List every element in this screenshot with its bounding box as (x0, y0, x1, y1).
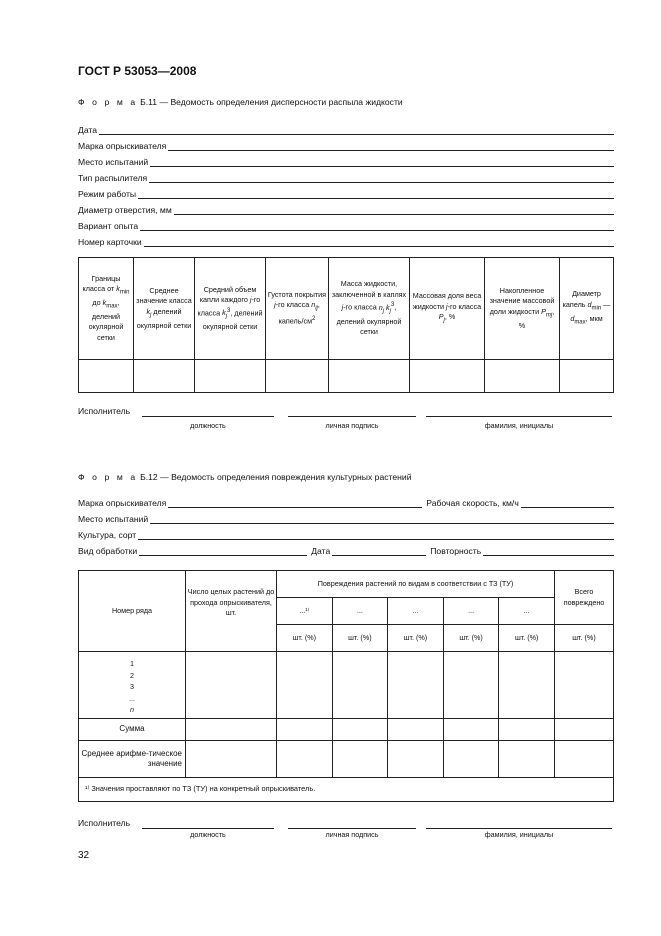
name-line-2[interactable] (426, 827, 612, 829)
table-cell[interactable] (332, 719, 388, 741)
caption-signature-1: личная подпись (325, 421, 379, 430)
field-operating-mode[interactable]: Режим работы (78, 187, 614, 199)
label-repetition: Повторность (430, 546, 482, 556)
table-cell[interactable] (499, 652, 555, 719)
form-b12-title (78, 472, 412, 482)
field-crop-variety[interactable]: Культура, сорт (78, 528, 614, 540)
table-cell[interactable] (555, 741, 614, 778)
field-hole-diameter[interactable]: Диаметр отверстия, мм (78, 203, 614, 215)
page-number: 32 (78, 850, 90, 861)
row-numbers-cell (79, 652, 186, 719)
table-cell[interactable] (195, 360, 266, 393)
table-cell[interactable] (134, 360, 195, 393)
table-footnote: ¹⁾ Значения проставляют по ТЗ (ТУ) на конкретный опрыскиватель. (79, 778, 614, 802)
damage-type-5: ... (499, 598, 555, 625)
label-work-speed: Рабочая скорость, км/ч (426, 498, 519, 508)
table-cell[interactable] (443, 719, 499, 741)
table-cell[interactable] (266, 360, 329, 393)
header-whole-plants: Число целых растений до прохода опрыскивателя, шт. (186, 571, 277, 652)
table-cell[interactable] (555, 652, 614, 719)
table-cell[interactable] (388, 741, 444, 778)
form-b11-title-text: Б.11 — Ведомость определения дисперсности распыла жидкости (140, 97, 403, 107)
field-test-site-2[interactable]: Место испытаний (78, 512, 614, 524)
name-line-1[interactable] (426, 415, 612, 417)
table-cell[interactable] (332, 741, 388, 778)
form-b11-title (78, 97, 403, 107)
header-droplet-diameter: Диаметр капель $d_{min}$ — $d_{max}$, мкм (560, 258, 614, 360)
row-number: ... (129, 693, 135, 703)
caption-position-2: должность (190, 830, 226, 839)
unit-label: шт. (%) (555, 625, 614, 652)
table-cell[interactable] (186, 741, 277, 778)
table-cell[interactable] (388, 652, 444, 719)
header-damage-group: Повреждения растений по видам в соответствии с ТЗ (ТУ) (277, 571, 555, 598)
table-cell[interactable] (186, 719, 277, 741)
table-cell[interactable] (79, 360, 134, 393)
position-line-1[interactable] (142, 415, 274, 417)
table-cell[interactable] (499, 741, 555, 778)
damage-type-3: ... (388, 598, 444, 625)
performer-label-2: Исполнитель (78, 818, 131, 828)
table-cell[interactable] (277, 652, 333, 719)
header-cumulative-fraction: Накопленное значение массовой доли жидкости $P_{mj}$, % (485, 258, 560, 360)
unit-label: шт. (%) (443, 625, 499, 652)
row-number: 2 (130, 670, 134, 680)
caption-position-1: должность (190, 421, 226, 430)
signature-line-2[interactable] (288, 827, 416, 829)
table-cell[interactable] (388, 719, 444, 741)
field-card-number[interactable]: Номер карточки (78, 235, 614, 247)
table-cell[interactable] (443, 741, 499, 778)
header-mean-class: Среднее значение класса $k_j$ делений окулярной сетки (134, 258, 195, 360)
header-liquid-mass: Масса жидкости, заключенной в каплях j-го класса $n_j$ $k_j^3$, делений окулярной сетки (329, 258, 410, 360)
table-cell[interactable] (443, 652, 499, 719)
header-mean-volume: Средний объем капли каждого j-го класса $k_j^3$, делений окулярной сетки (195, 258, 266, 360)
table-cell[interactable] (332, 652, 388, 719)
field-treatment-type[interactable]: Вид обработки Дата Повторность (78, 544, 614, 556)
field-nozzle-type[interactable]: Тип распылителя (78, 171, 614, 183)
caption-name-1: фамилия, инициалы (484, 421, 554, 430)
form-b12-title-text: Б.12 — Ведомость определения повреждения культурных растений (140, 472, 412, 482)
plant-damage-table (78, 570, 614, 802)
table-cell[interactable] (485, 360, 560, 393)
table-cell[interactable] (277, 741, 333, 778)
table-cell[interactable] (329, 360, 410, 393)
header-mass-fraction: Массовая доля веса жидкости j-го класса $P_j$, % (410, 258, 485, 360)
field-date[interactable]: Дата (78, 123, 614, 135)
row-number: 3 (130, 682, 134, 692)
table-cell[interactable] (410, 360, 485, 393)
table-cell[interactable] (560, 360, 614, 393)
sum-label: Сумма (79, 719, 186, 741)
position-line-2[interactable] (142, 827, 274, 829)
table-cell[interactable] (555, 719, 614, 741)
field-sprayer-brand-2[interactable]: Марка опрыскивателя Рабочая скорость, км/ч (78, 496, 614, 508)
mean-label: Среднее арифме-тическое значение (79, 741, 186, 778)
field-trial-variant[interactable]: Вариант опыта (78, 219, 614, 231)
table-cell[interactable] (186, 652, 277, 719)
form-b12-prefix: Ф о р м а (78, 472, 138, 482)
unit-label: шт. (%) (499, 625, 555, 652)
label-date-2: Дата (311, 546, 331, 556)
field-test-site[interactable]: Место испытаний (78, 155, 614, 167)
damage-type-4: ... (443, 598, 499, 625)
header-class-bounds: Границы класса от $k_{min}$ до $k_{max}$, делений окулярной сетки (79, 258, 134, 360)
unit-label: шт. (%) (277, 625, 333, 652)
caption-signature-2: личная подпись (325, 830, 379, 839)
signature-line-1[interactable] (288, 415, 416, 417)
damage-type-2: ... (332, 598, 388, 625)
table-cell[interactable] (277, 719, 333, 741)
row-number: 1 (130, 659, 134, 669)
header-coverage-density: Густота покрытия j-го класса $n_{ij}$, капель/$см^2$ (266, 258, 329, 360)
form-b11-prefix: Ф о р м а (78, 97, 138, 107)
damage-type-1: ...¹⁾ (277, 598, 333, 625)
droplet-dispersion-table (78, 257, 614, 393)
field-sprayer-brand[interactable]: Марка опрыскивателя (78, 139, 614, 151)
unit-label: шт. (%) (388, 625, 444, 652)
header-total-damaged: Всего повреждено (555, 571, 614, 625)
header-row-number: Номер ряда (79, 571, 186, 652)
performer-label-1: Исполнитель (78, 406, 131, 416)
table-cell[interactable] (499, 719, 555, 741)
caption-name-2: фамилия, инициалы (484, 830, 554, 839)
standard-header: ГОСТ Р 53053—2008 (78, 64, 197, 78)
row-number: n (130, 705, 134, 715)
unit-label: шт. (%) (332, 625, 388, 652)
